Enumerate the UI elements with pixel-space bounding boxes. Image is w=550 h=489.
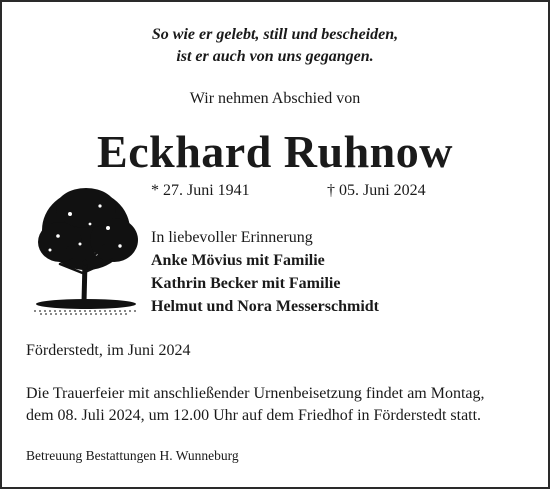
birth-date: * 27. Juni 1941 xyxy=(151,182,250,199)
service-line: dem 08. Juli 2024, um 12.00 Uhr auf dem Friedhof in Förderstedt statt. xyxy=(26,407,482,424)
tree-illustration-icon xyxy=(30,184,142,316)
mourners-block xyxy=(151,226,379,318)
mourner-line: Kathrin Becker mit Familie xyxy=(151,275,341,292)
place-date: Förderstedt, im Juni 2024 xyxy=(26,342,191,359)
service-announcement xyxy=(26,383,485,427)
mourner-line: Helmut und Nora Messerschmidt xyxy=(151,298,379,315)
undertaker-credit: Betreuung Bestattungen H. Wunneburg xyxy=(26,448,239,463)
remembrance-label: In liebevoller Erinnerung xyxy=(151,229,313,246)
death-date: † 05. Juni 2024 xyxy=(327,182,426,199)
service-line: Die Trauerfeier mit anschließender Urnenbeisetzung findet am Montag, xyxy=(26,385,485,402)
mourner-line: Anke Mövius mit Familie xyxy=(151,252,325,269)
intro-text: Wir nehmen Abschied von xyxy=(189,90,361,107)
deceased-name: Eckhard Ruhnow xyxy=(97,126,453,177)
motto-line-2: ist er auch von uns gegangen. xyxy=(176,48,374,65)
motto-line-1: So wie er gelebt, still und bescheiden, xyxy=(151,26,399,43)
